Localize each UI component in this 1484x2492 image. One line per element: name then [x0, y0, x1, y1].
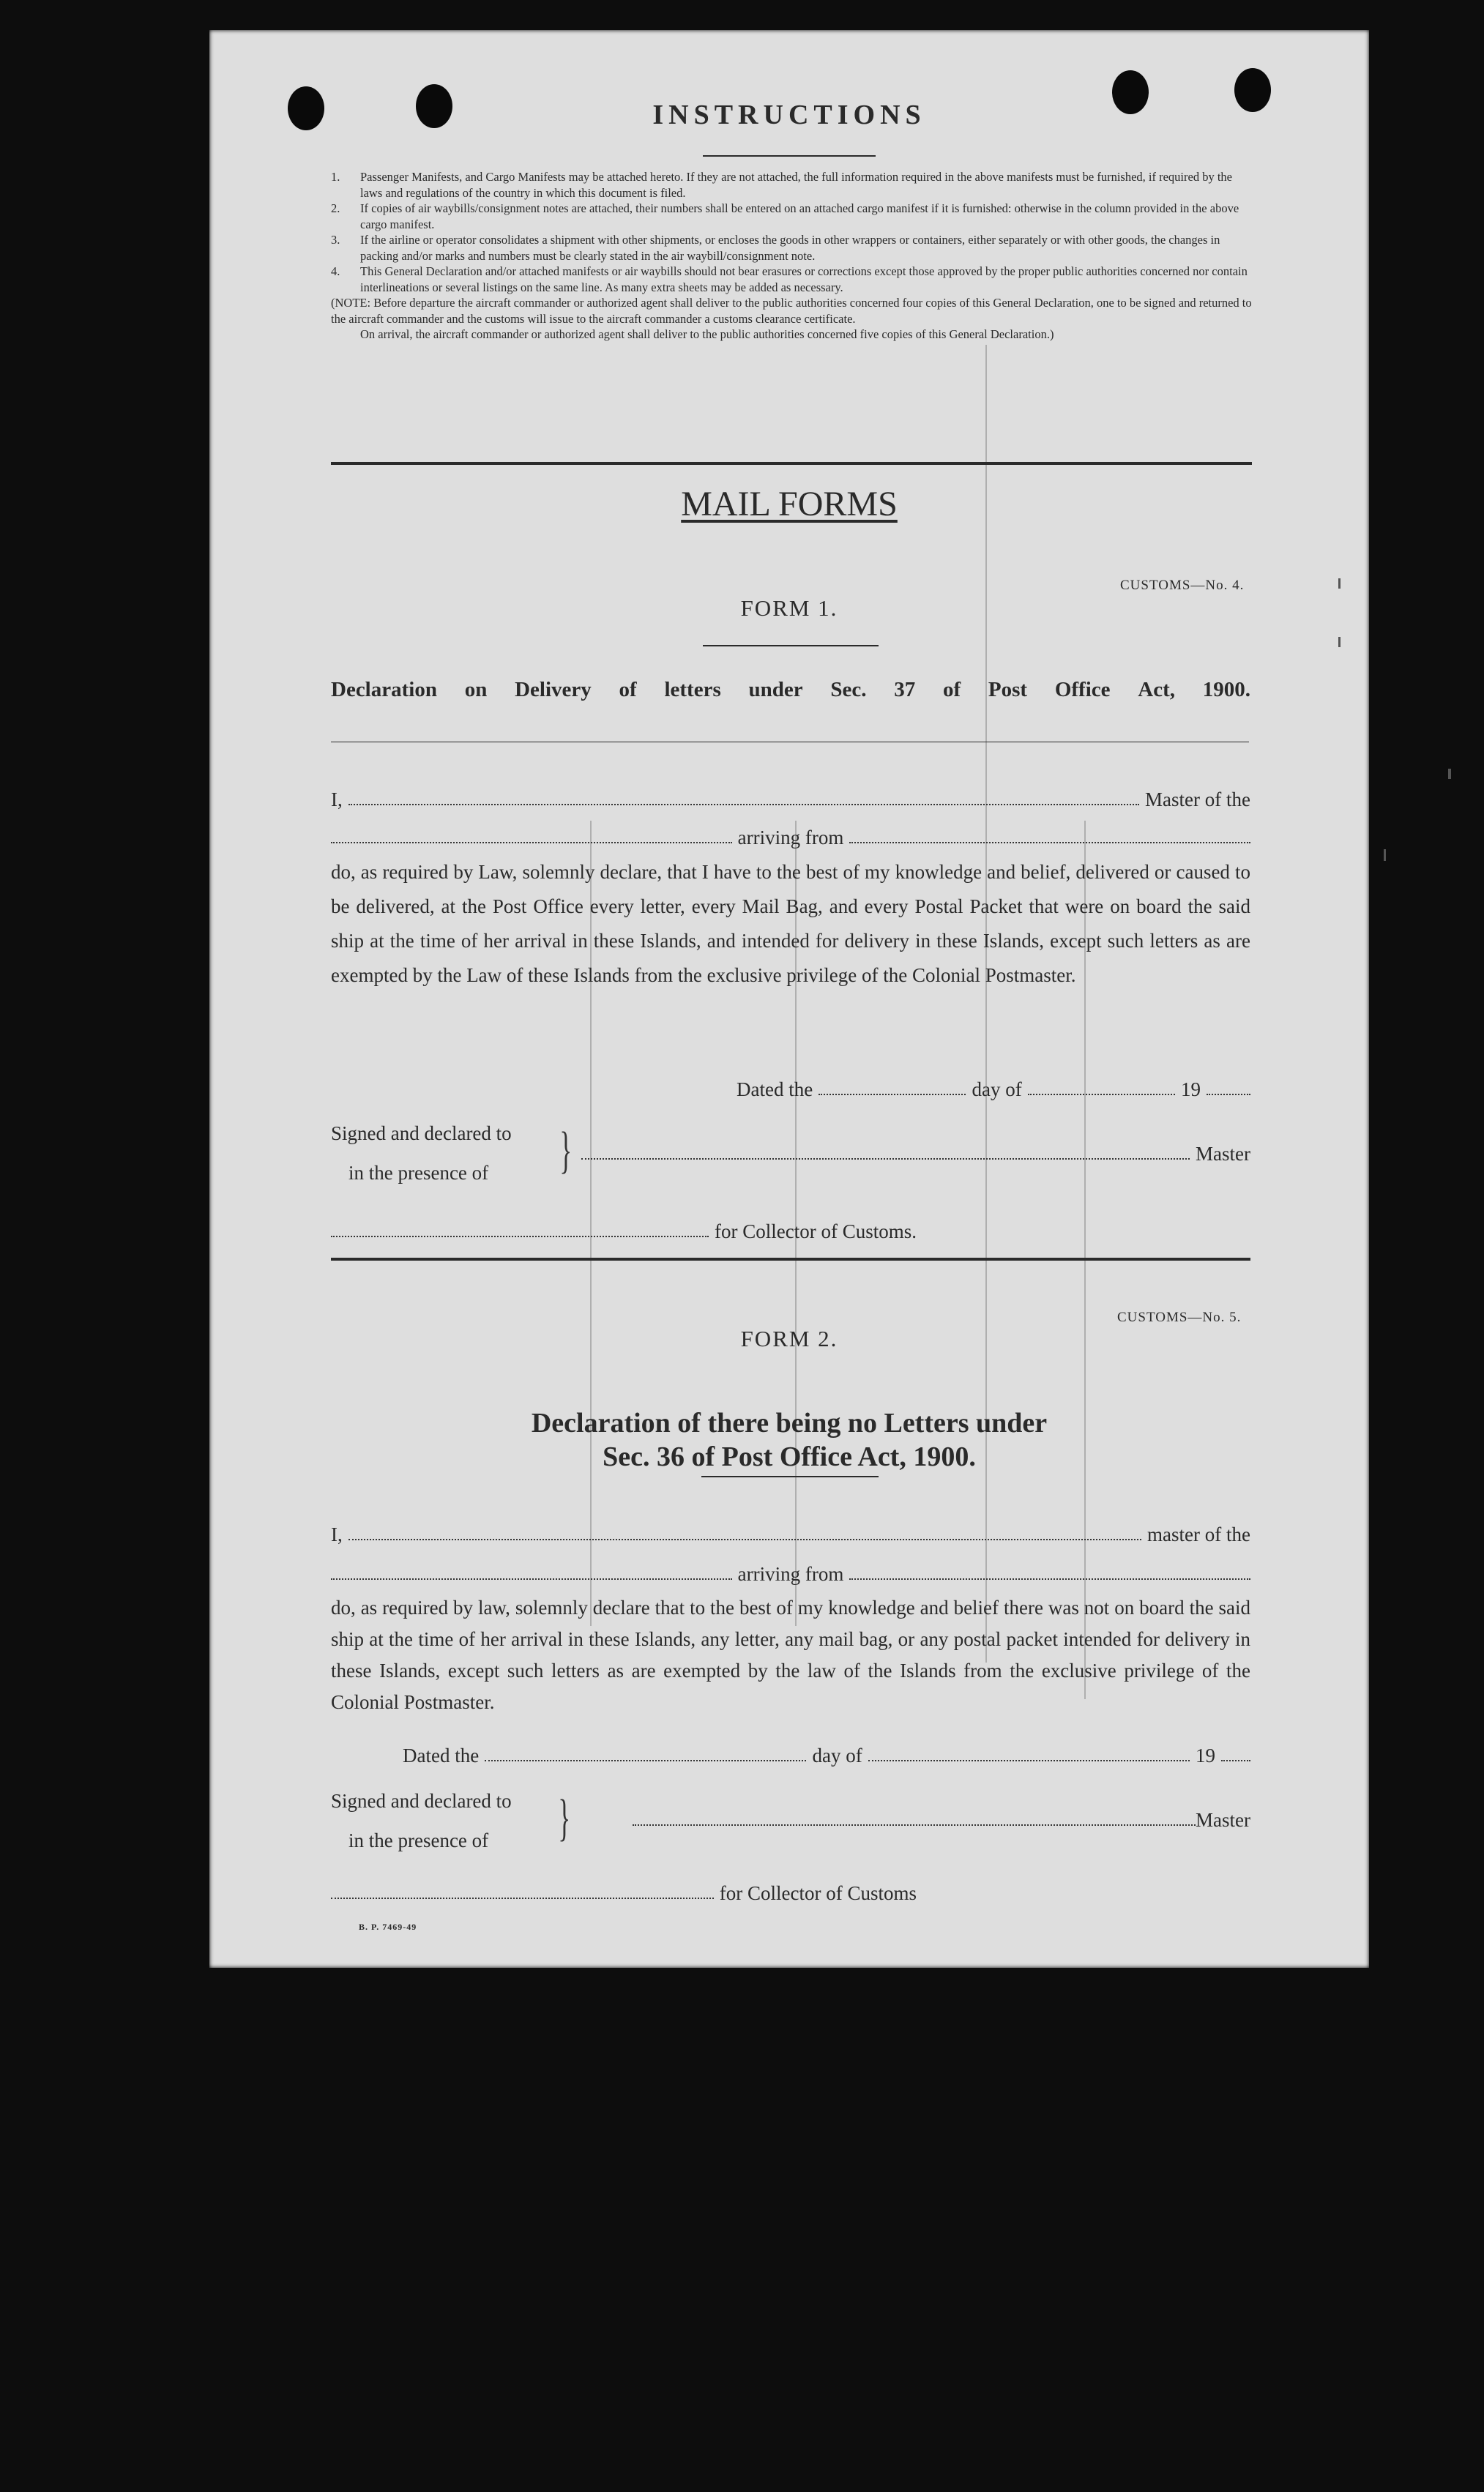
form2-dated-the-label: Dated the — [403, 1745, 480, 1767]
heading-word: on — [464, 678, 488, 701]
heading-word: Sec. — [830, 678, 867, 701]
instructions-list — [331, 169, 1256, 343]
form2-heading-rule — [701, 1476, 879, 1477]
instruction-text: If copies of air waybills/consignment notes are attached, their numbers shall be entered on an attached cargo manifest if it is furnished: otherwise in the column provided in the above cargo manifest. — [360, 201, 1239, 231]
instruction-note: (NOTE: Before departure the aircraft commander or authorized agent shall deliver to the public authorities concerned four copies of this General Declaration, one to be signed and returned to the aircraft commander and the customs will issue to the aircraft commander a customs clearance certificate. — [331, 296, 1252, 326]
heading-word: Office — [1054, 678, 1111, 701]
form1-label: FORM 1. — [740, 595, 838, 621]
form2-signed-label — [331, 1781, 512, 1860]
form1-signed-line2: in the presence of — [348, 1162, 489, 1184]
instruction-item — [331, 232, 1256, 264]
instruction-text: If the airline or operator consolidates a shipment with other shipments, or encloses the goods in other wrappers or containers, either separately or with other goods, the changes in packing and/or marks and numbers must be clearly stated in the air waybill/consignment note. — [360, 233, 1220, 263]
form1-heading — [331, 678, 1250, 702]
form1-brace: } — [559, 1122, 573, 1179]
scan-speck — [1338, 578, 1341, 589]
heading-word: Act, — [1138, 678, 1175, 701]
form2-arriving-from-field[interactable] — [331, 1563, 1250, 1586]
form1-master-label: Master — [1196, 1143, 1250, 1165]
form2-arriving-from-label: arriving from — [737, 1563, 844, 1585]
document-page — [209, 30, 1369, 1968]
form1-master-name-field[interactable] — [331, 788, 1250, 811]
form2-brace: } — [558, 1790, 571, 1846]
form2-collector-label: for Collector of Customs — [719, 1882, 917, 1904]
form2-year-label: 19 — [1196, 1745, 1215, 1767]
scan-speck — [1384, 849, 1386, 861]
form1-master-signature-field[interactable] — [575, 1143, 1250, 1165]
instruction-number: 2. — [331, 201, 340, 215]
instructions-title: INSTRUCTIONS — [652, 100, 926, 130]
heading-word: Post — [988, 678, 1028, 701]
form2-master-name-field[interactable] — [331, 1523, 1250, 1546]
form2-heading-line2: Sec. 36 of Post Office Act, 1900. — [603, 1441, 976, 1472]
form2-heading — [209, 1406, 1369, 1474]
heading-word: letters — [664, 678, 721, 701]
form2-label: FORM 2. — [740, 1326, 838, 1351]
form1-i-label: I, — [331, 788, 343, 810]
heading-word: under — [748, 678, 803, 701]
form2-day-of-label: day of — [812, 1745, 862, 1767]
form2-signed-line2: in the presence of — [348, 1829, 489, 1851]
form1-collector-label: for Collector of Customs. — [715, 1220, 917, 1242]
instruction-item — [331, 201, 1256, 232]
form2-heading-line1: Declaration of there being no Letters under — [531, 1408, 1048, 1439]
instruction-item — [331, 169, 1256, 201]
heading-word: of — [619, 678, 637, 701]
form2-master-of-the-label: master of the — [1147, 1523, 1250, 1545]
instruction-text: This General Declaration and/or attached manifests or air waybills should not bear erasures or corrections except those approved by the proper public authorities concerned nor contain interlineations or several listings on the same line. As many extra sheets may be added as necessary. — [360, 264, 1248, 294]
form1-customs-number: CUSTOMS—No. 4. — [1120, 578, 1245, 593]
heading-word: Delivery — [515, 678, 592, 701]
instruction-item — [331, 264, 1256, 295]
form1-signed-label — [331, 1113, 512, 1193]
instruction-note-arrival: On arrival, the aircraft commander or authorized agent shall deliver to the public authorities concerned five copies of this General Declaration.) — [360, 327, 1054, 341]
form2-collector-field[interactable] — [331, 1882, 917, 1905]
scan-speck — [1448, 769, 1451, 779]
mail-forms-title: MAIL FORMS — [681, 485, 898, 523]
instruction-number: 1. — [331, 170, 340, 184]
form1-date-field[interactable] — [737, 1078, 1250, 1101]
title-underline — [703, 155, 876, 157]
form1-declaration-body: do, as required by Law, solemnly declare, that I have to the best of my knowledge and belief, delivered or caused to be delivered, at the Post Office every letter, every Mail Bag, and every Postal Packet that were on board the said ship at the time of her arrival in these Islands, and intended for delivery in these Islands, except such letters as are exempted by the Law of these Islands from the exclusive privilege of the Colonial Postmaster. — [331, 861, 1250, 986]
heading-word: 37 — [894, 678, 916, 701]
form2-customs-number: CUSTOMS—No. 5. — [1117, 1310, 1242, 1325]
form2-date-field[interactable] — [403, 1745, 1250, 1767]
form2-signed-line1: Signed and declared to — [331, 1790, 512, 1812]
form1-master-of-the-label: Master of the — [1145, 788, 1250, 810]
form2-master-label: Master — [1196, 1809, 1250, 1831]
instruction-text: Passenger Manifests, and Cargo Manifests may be attached hereto. If they are not attached, the full information required in the above manifests must be furnished, if required by the laws and regulations of the country in which this document is filed. — [360, 170, 1232, 200]
heading-word: of — [943, 678, 961, 701]
instruction-number: 3. — [331, 233, 340, 247]
form2-master-signature-field[interactable] — [627, 1809, 1250, 1832]
form1-collector-field[interactable] — [331, 1220, 917, 1243]
form-divider — [331, 1258, 1250, 1261]
form1-signed-line1: Signed and declared to — [331, 1122, 512, 1144]
heading-word: Declaration — [331, 678, 437, 701]
form1-label-rule — [703, 645, 879, 646]
form1-arriving-from-field[interactable] — [331, 827, 1250, 849]
form2-declaration-body: do, as required by law, solemnly declare that to the best of my knowledge and belief there was not on board the said ship at the time of her arrival in these Islands, any letter, any mail bag, or any postal packet intended for delivery in these Islands, except such letters as are exempted by the law of the Islands from the exclusive privilege of the Colonial Postmaster. — [331, 1597, 1250, 1713]
form2-i-label: I, — [331, 1523, 343, 1545]
print-code: B. P. 7469-49 — [359, 1922, 417, 1932]
scan-speck — [1338, 637, 1341, 647]
form1-day-of-label: day of — [972, 1078, 1022, 1100]
form1-dated-the-label: Dated the — [737, 1078, 813, 1100]
form1-year-label: 19 — [1181, 1078, 1201, 1100]
form1-arriving-from-label: arriving from — [737, 827, 844, 848]
instruction-number: 4. — [331, 264, 340, 278]
heading-word: 1900. — [1202, 678, 1250, 701]
section-rule — [331, 462, 1252, 465]
